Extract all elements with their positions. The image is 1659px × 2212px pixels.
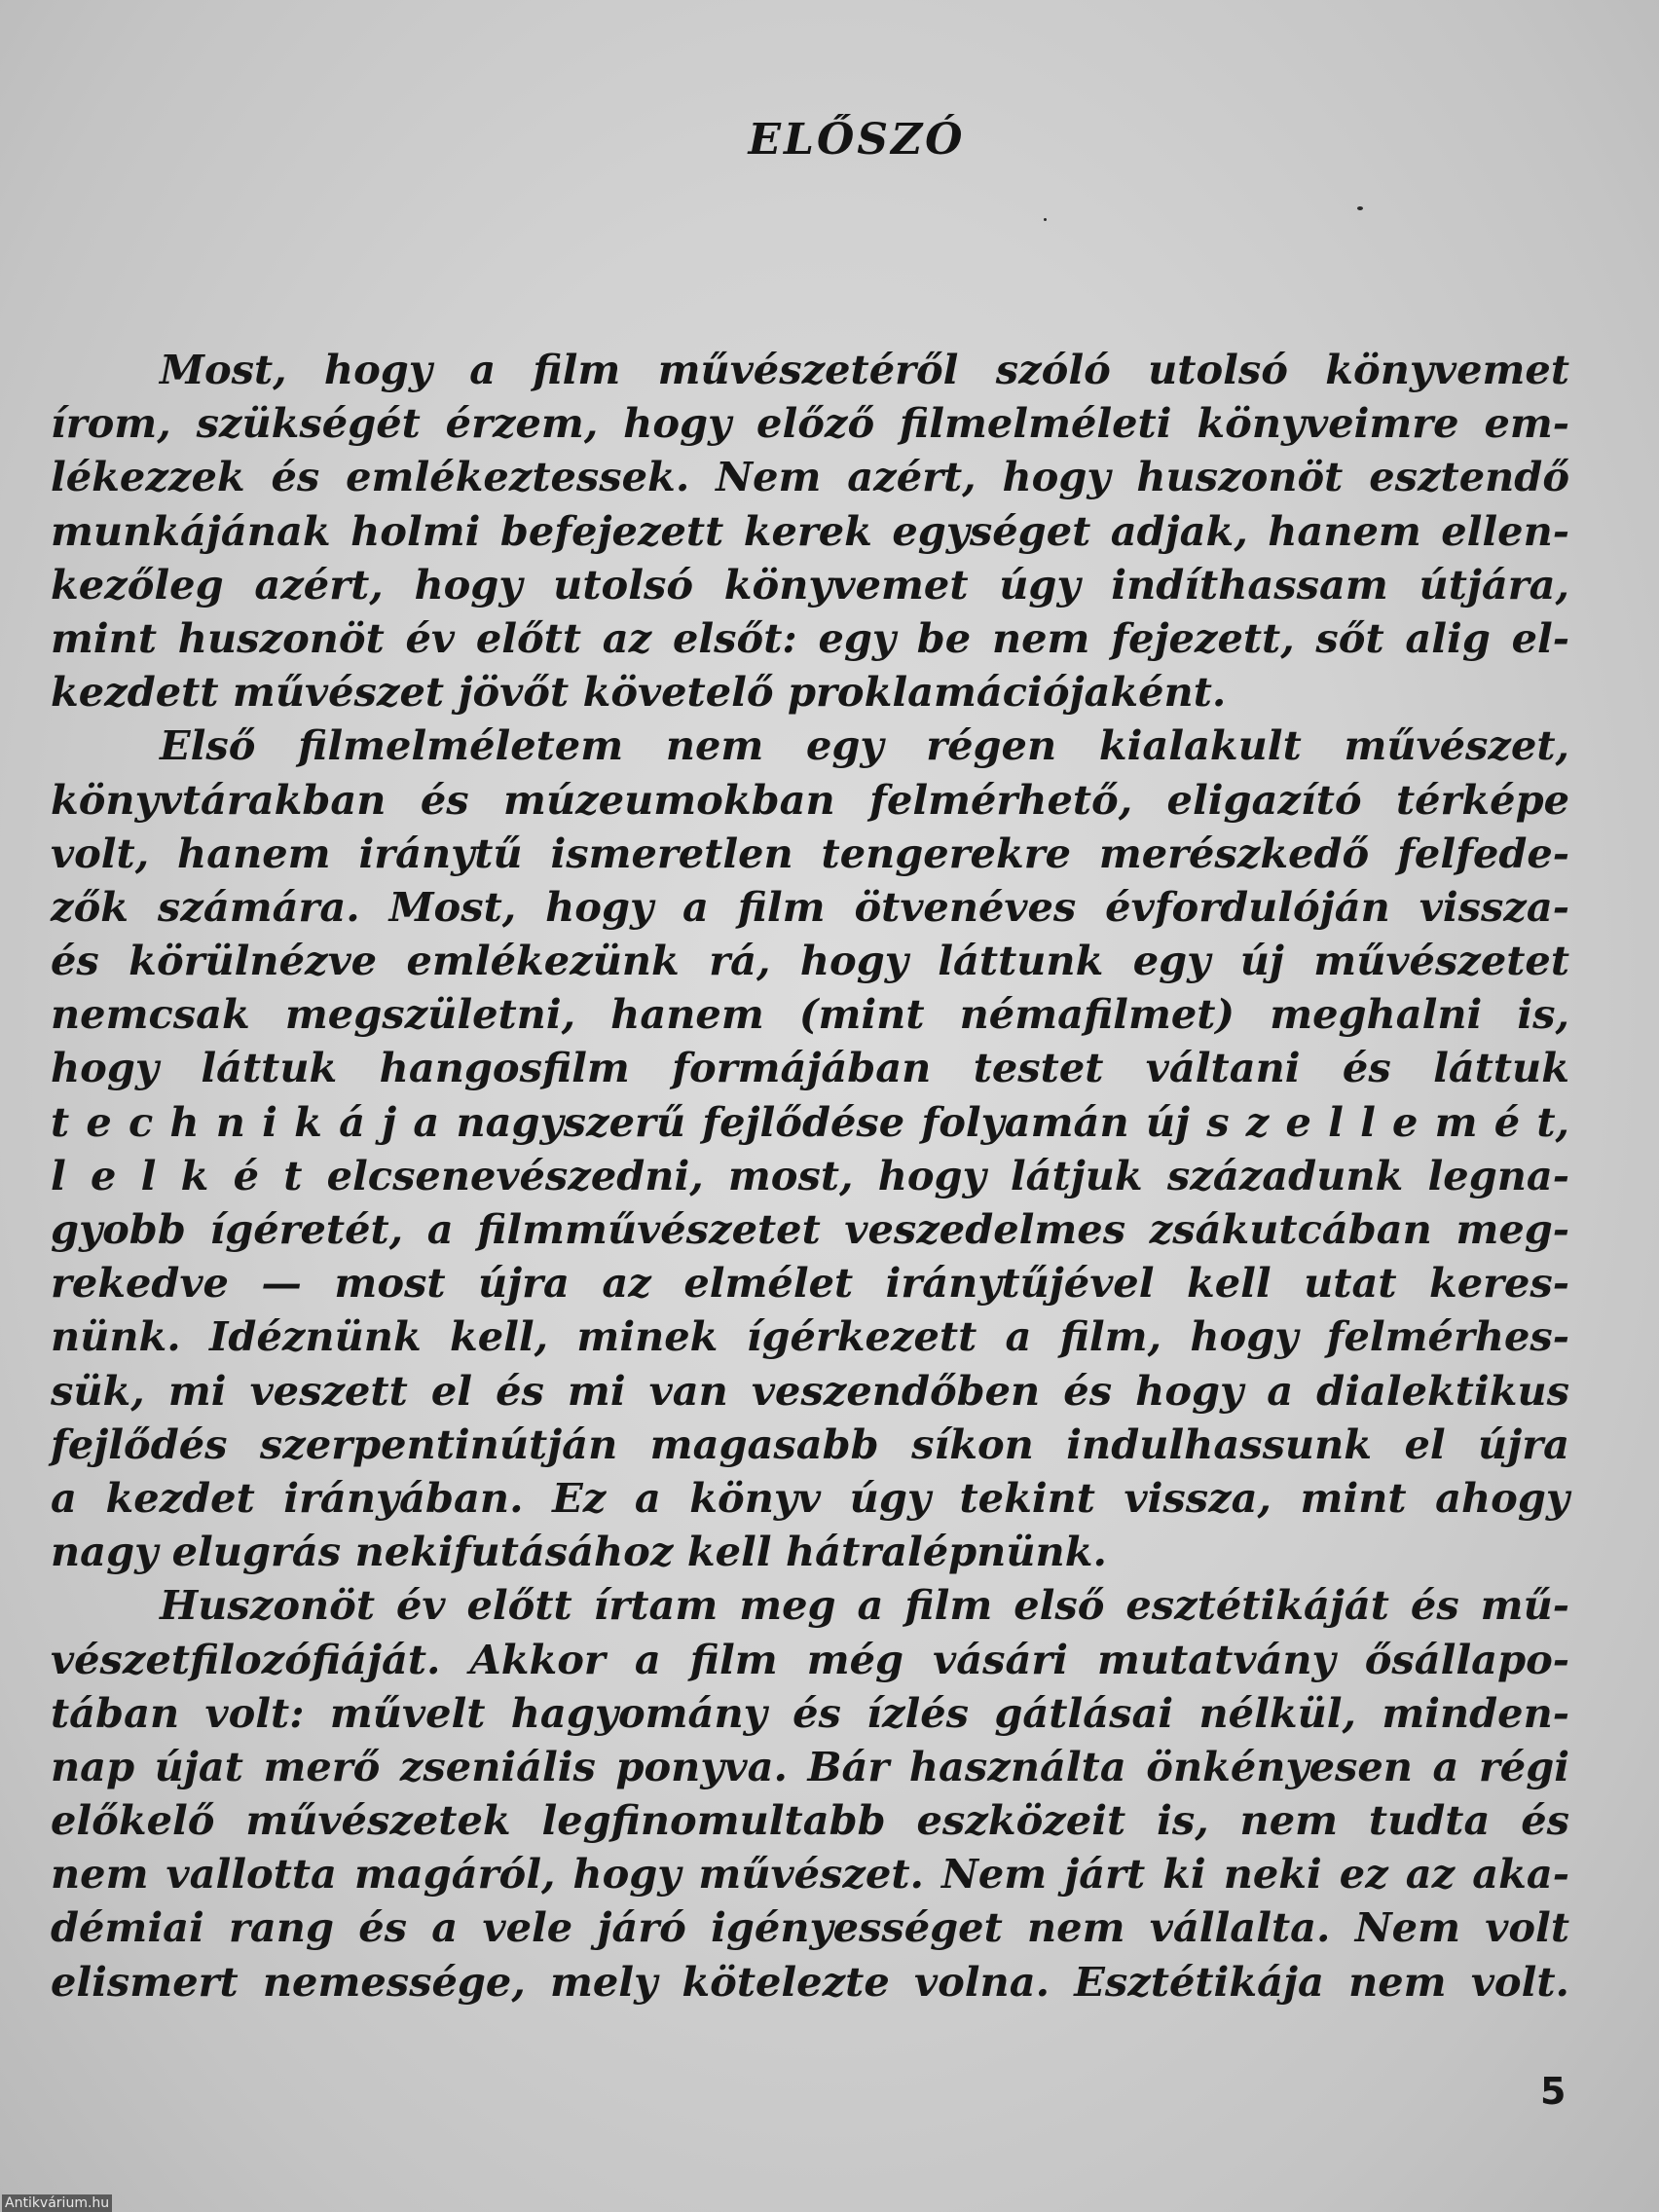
text-line: könyvtárakban és múzeumokban felmérhető, eligazító térképe [51,775,1569,824]
text-line: nemcsak megszületni, hanem (mint némafilmet) meghalni is, [51,990,1569,1039]
text-line: lékezzek és emlékeztessek. Nem azért, hogy huszonöt esztendő [51,453,1569,501]
text-line: nap újat merő zseniális ponyva. Bár használta önkényesen a régi [51,1742,1569,1790]
watermark: Antikvárium.hu [2,2194,112,2212]
text-line: zők számára. Most, hogy a film ötvenéves évfordulóján vissza- [51,882,1569,931]
text-line: kezőleg azért, hogy utolsó könyvemet úgy indíthassam útjára, [51,560,1569,608]
text-line: munkájának holmi befejezett kerek egységet adjak, hanem ellen- [51,506,1569,555]
text-line: rekedve — most újra az elmélet iránytűjével kell utat keres- [51,1259,1569,1308]
page-number: 5 [1540,2070,1567,2113]
page-heading: ELŐSZÓ [748,115,966,165]
text-line: mint huszonöt év előtt az elsőt: egy be nem fejezett, sőt alig el- [51,613,1569,662]
text-line: t e c h n i k á j a nagyszerű fejlődése folyamán új s z e l l e m é t, [51,1097,1569,1146]
text-line: vészetfilozófiáját. Akkor a film még vásári mutatvány ősállapo- [51,1635,1569,1683]
paper-speck [1357,206,1363,210]
body-text [51,343,1569,2009]
text-line: Most, hogy a film művészetéről szóló utolsó könyvemet [160,346,1569,393]
text-line: elismert nemessége, mely kötelezte volna. Esztétikája nem volt. [51,1957,1569,2006]
text-line: előkelő művészetek legfinomultabb eszközeit is, nem tudta és [51,1796,1569,1845]
text-line: kezdett művészet jövőt követelő proklamációjaként. [51,668,1227,717]
text-line: démiai rang és a vele járó igényességet nem vállalta. Nem volt [51,1903,1569,1952]
text-line: Huszonöt év előtt írtam meg a film első esztétikáját és mű- [160,1581,1569,1630]
text-line: írom, szükségét érzem, hogy előző filmelméleti könyveimre em- [51,399,1569,448]
text-line: sük, mi veszett el és mi van veszendőben és hogy a dialektikus [51,1366,1569,1415]
paper-speck [1044,218,1047,221]
text-line: fejlődés szerpentinútján magasabb síkon indulhassunk el újra [51,1419,1569,1468]
text-line: tában volt: művelt hagyomány és ízlés gátlásai nélkül, minden- [51,1688,1569,1737]
text-line: a kezdet irányában. Ez a könyv úgy tekint vissza, mint ahogy [51,1473,1569,1522]
text-line: nünk. Idéznünk kell, minek ígérkezett a film, hogy felmérhes- [51,1312,1569,1361]
text-line: l e l k é t elcsenevészedni, most, hogy látjuk századunk legna- [51,1151,1569,1199]
text-line: nagy elugrás nekifutásához kell hátralépnünk. [51,1528,1107,1576]
text-line: és körülnézve emlékezünk rá, hogy láttunk egy új művészetet [51,937,1569,985]
text-line: gyobb ígéretét, a filmművészetet veszedelmes zsákutcában meg- [51,1205,1569,1253]
text-line: Első filmelméletem nem egy régen kialakult művészet, [160,721,1569,770]
text-line: hogy láttuk hangosfilm formájában testet váltani és láttuk [51,1044,1569,1092]
text-line: nem vallotta magáról, hogy művészet. Nem járt ki neki ez az aka- [51,1850,1569,1899]
text-line: volt, hanem iránytű ismeretlen tengerekre merészkedő felfede- [51,829,1569,877]
